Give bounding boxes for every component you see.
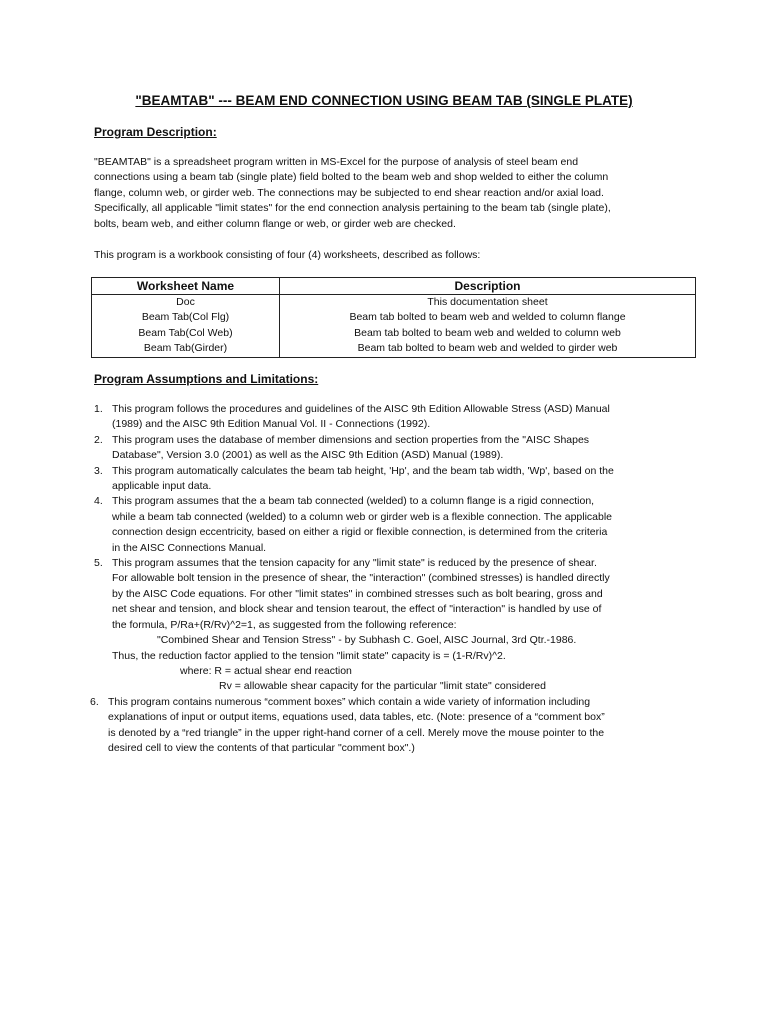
list-item — [90, 695, 694, 757]
item-line: This program assumes that the a beam tab connected (welded) to a column flange is a rigid connection, — [112, 495, 595, 508]
item-line: applicable input data. — [112, 480, 212, 493]
table-row — [92, 295, 696, 311]
item-line: This program automatically calculates the beam tab height, 'Hp', and the beam tab width, 'Wp', based on the — [112, 464, 614, 477]
worksheet-name-cell: Beam Tab(Col Web) — [92, 326, 280, 341]
worksheet-name-cell: Beam Tab(Col Flg) — [92, 310, 280, 325]
item-line: net shear and tension, and block shear and tension tearout, the effect of "interaction" is handled by use of — [112, 603, 602, 616]
assumptions-heading: Program Assumptions and Limitations: — [94, 372, 319, 386]
rv-definition: Rv = allowable shear capacity for the particular "limit state" considered — [219, 680, 546, 693]
worksheet-description-cell: Beam tab bolted to beam web and welded to girder web — [280, 341, 696, 357]
worksheet-name-cell: Beam Tab(Girder) — [92, 341, 280, 357]
description-line: flange, column web, or girder web. The connections may be subjected to end shear reaction and/or axial load. — [94, 186, 604, 199]
worksheet-name-cell: Doc — [92, 295, 280, 311]
worksheet-table — [91, 277, 696, 358]
where-definition: where: R = actual shear end reaction — [180, 664, 352, 677]
list-item — [94, 494, 694, 556]
description-line: "BEAMTAB" is a spreadsheet program written in MS-Excel for the purpose of analysis of steel beam end — [94, 156, 579, 168]
item-line: This program uses the database of member dimensions and section properties from the "AISC Shapes — [112, 433, 590, 446]
item-line: For allowable bolt tension in the presence of shear, the "interaction" (combined stresses) is handled directly — [112, 572, 610, 585]
worksheet-description-cell: Beam tab bolted to beam web and welded to column flange — [280, 310, 696, 325]
program-description-paragraph — [94, 155, 694, 232]
description-line: Specifically, all applicable "limit states" for the end connection analysis pertaining to the beam tab (single plate), — [94, 202, 611, 215]
item-line: This program follows the procedures and guidelines of the AISC 9th Edition Allowable Stress (ASD) Manual — [112, 403, 610, 415]
program-description-heading: Program Description: — [94, 125, 217, 139]
item-line: This program contains numerous “comment boxes” which contain a wide variety of information including — [108, 695, 591, 708]
item-line: (1989) and the AISC 9th Edition Manual Vol. II - Connections (1992). — [112, 418, 431, 431]
reference-citation: "Combined Shear and Tension Stress" - by Subhash C. Goel, AISC Journal, 3rd Qtr.-1986. — [157, 634, 577, 647]
item-number: 1. — [94, 403, 103, 415]
item-line: desired cell to view the contents of that particular "comment box".) — [108, 741, 415, 754]
column-header-description: Description — [280, 278, 696, 295]
table-row — [92, 341, 696, 357]
description-line: bolts, beam web, and either column flange or web, or girder web are checked. — [94, 217, 456, 230]
item-number: 2. — [94, 433, 103, 446]
item-line: connection design eccentricity, based on either a rigid or flexible connection, is determined from the criteria — [112, 526, 608, 539]
item-number: 5. — [94, 557, 103, 570]
item-line: Database", Version 3.0 (2001) as well as the AISC 9th Edition (ASD) Manual (1989). — [112, 449, 504, 462]
table-row — [92, 326, 696, 341]
item-number: 6. — [90, 695, 99, 708]
table-row — [92, 310, 696, 325]
workbook-intro: This program is a workbook consisting of four (4) worksheets, described as follows: — [94, 249, 481, 261]
description-line: connections using a beam tab (single plate) field bolted to the beam web and shop welded to either the column — [94, 171, 609, 184]
worksheet-description-cell: Beam tab bolted to beam web and welded to column web — [280, 326, 696, 341]
item-line: by the AISC Code equations. For other "limit states" in combined stresses such as bolt bearing, gross and — [112, 587, 603, 600]
reduction-factor-line: Thus, the reduction factor applied to the tension "limit state" capacity is = (1-R/Rv)^2. — [112, 649, 506, 662]
list-item — [94, 402, 694, 433]
item-line: while a beam tab connected (welded) to a column web or girder web is a flexible connection. The applicable — [112, 510, 613, 523]
list-item — [94, 556, 694, 695]
item-line: This program assumes that the tension capacity for any "limit state" is reduced by the presence of shear. — [112, 557, 597, 570]
list-item — [94, 433, 694, 464]
table-header-row — [92, 278, 696, 295]
column-header-worksheet-name: Worksheet Name — [92, 278, 280, 295]
worksheet-description-cell: This documentation sheet — [280, 295, 696, 311]
list-item — [94, 464, 694, 495]
item-line: in the AISC Connections Manual. — [112, 541, 267, 554]
item-line: is denoted by a “red triangle” in the upper right-hand corner of a cell. Merely move the mouse pointer to the — [108, 726, 605, 739]
item-line: the formula, P/Ra+(R/Rv)^2=1, as suggested from the following reference: — [112, 618, 457, 631]
item-number: 4. — [94, 495, 103, 508]
item-number: 3. — [94, 464, 103, 477]
page-title: "BEAMTAB" --- BEAM END CONNECTION USING BEAM TAB (SINGLE PLATE) — [135, 93, 633, 108]
assumptions-list — [90, 402, 694, 756]
item-line: explanations of input or output items, equations used, data tables, etc. (Note: presence of a “comment box” — [108, 711, 605, 724]
